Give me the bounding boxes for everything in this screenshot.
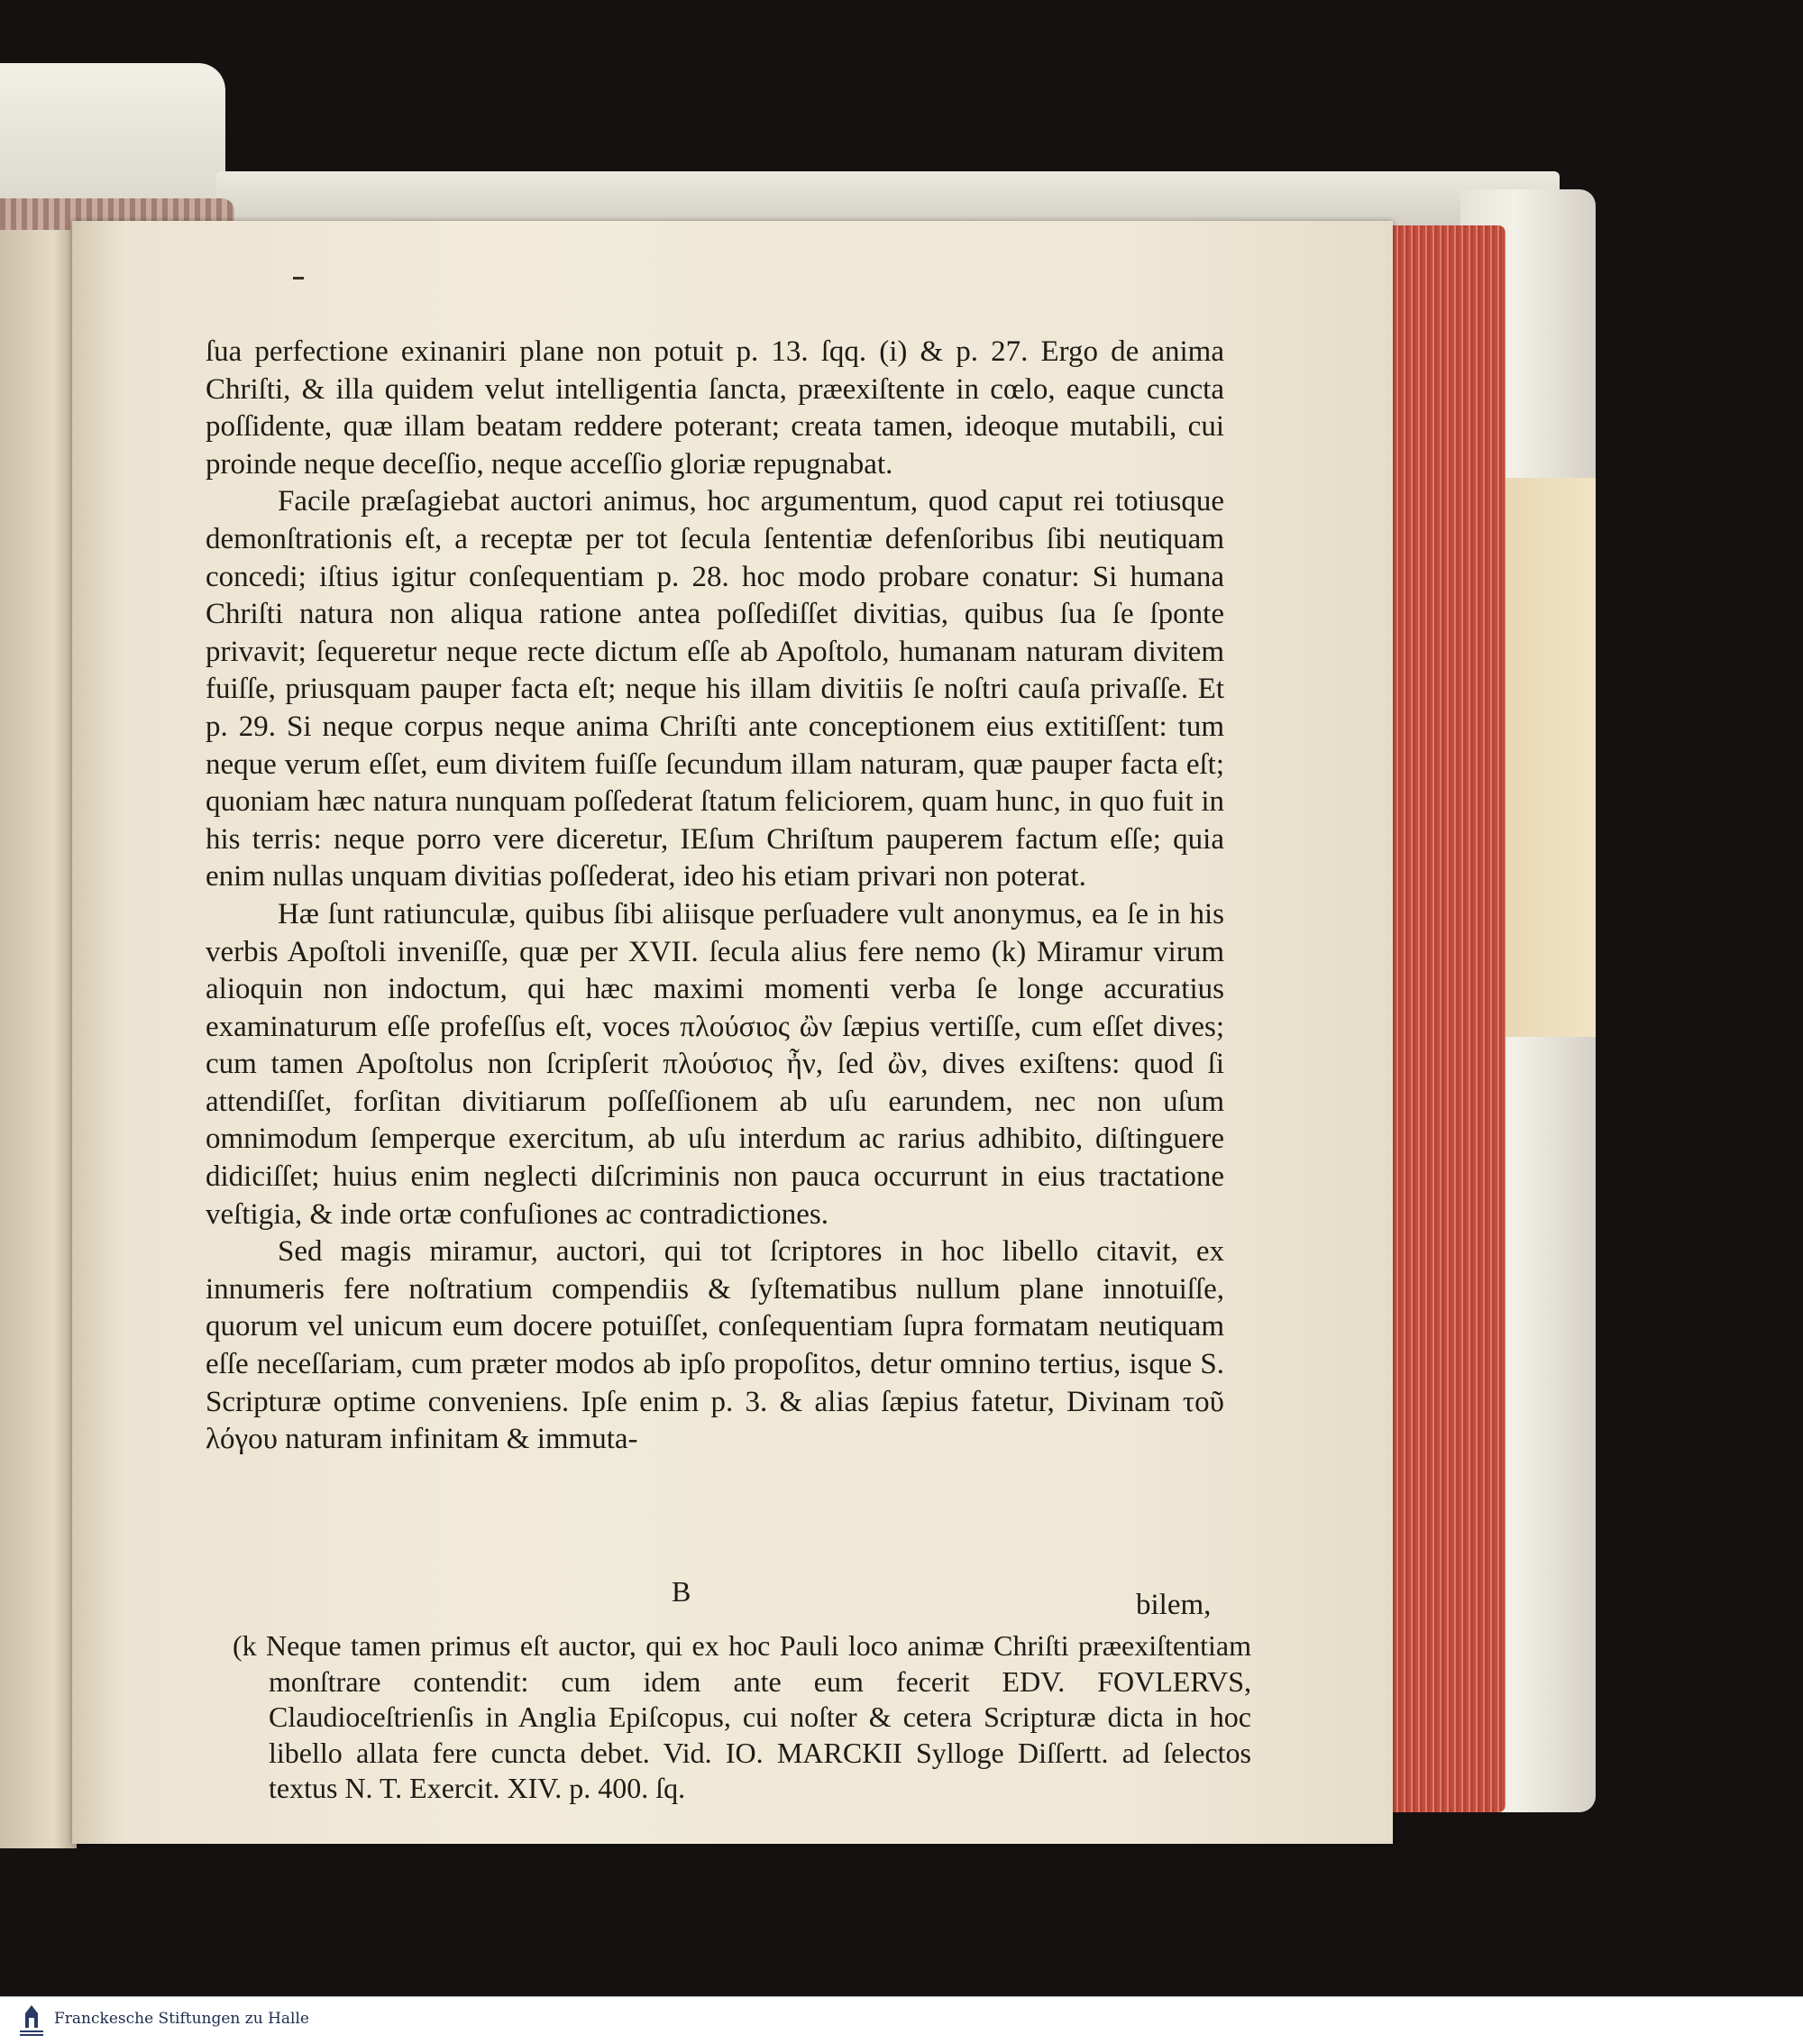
paragraph-4: Sed magis miramur, auctori, qui tot ſcriptores in hoc libello citavit, ex innumeris fere noſtratium compendiis & ſyſtematibus nullum plane innotuiſſe, quorum vel unicum eum docere potuiſſet, conſequentiam ſupra formatam neutiquam eſſe neceſſariam, cum præter modos ab ipſo propoſitos, detur omnino tertius, isque S. Scripturæ optime conveniens. Ipſe enim p. 3. & alias ſæpius fatetur, Divinam τοῦ λόγου naturam infinitam & immuta-: [206, 1235, 1224, 1456]
catchword: bilem,: [1136, 1589, 1212, 1621]
cover-paper-label: [1496, 478, 1596, 1037]
printer-mark: [293, 277, 304, 280]
signature-mark: B: [672, 1575, 691, 1608]
main-text: [206, 334, 1224, 1459]
footnote: (k Neque tamen primus eſt auctor, qui ex hoc Pauli loco animæ Chriſti præexiſtentiam monſtrare contendit: cum idem ante eum fecerit EDV. FOVLERVS, Claudioceſtrienſis in Anglia Epiſcopus, cui noſter & cetera Scripturæ dicta in hoc libello allata fere cuncta debet. Vid. IO. MARCKII Sylloge Diſſertt. ad ſelectos textus N. T. Exercit. XIV. p. 400. ſq.: [233, 1629, 1251, 1804]
red-page-edges: [1379, 225, 1506, 1812]
paragraph-1: ſua perfectione exinaniri plane non potuit p. 13. ſqq. (i) & p. 27. Ergo de anima Chriſti, & illa quidem velut intelligentia ſancta, præexiſtente in cœlo, eaque cuncta poſſidente, quæ illam beatam reddere poterant; creata tamen, ideoque mutabili, cui proinde neque deceſſio, neque acceſſio gloriæ repugnabat.: [206, 335, 1224, 481]
viewer-footer: [0, 1996, 1803, 2044]
paragraph-3: Hæ ſunt ratiunculæ, quibus ſibi aliisque perſuadere vult anonymus, ea ſe in his verbis Apoſtoli inveniſſe, quæ per XVII. ſecula alius fere nemo (k) Miramur virum alioquin non indoctum, qui hæc maximi momenti verba ſe longe accuratius examinaturum eſſe profeſſus eſt, voces πλούσιος ὢν ſæpius vertiſſe, cum eſſet dives; cum tamen Apoſtolus non ſcripſerit πλούσιος ἦν, ſed ὢν, dives exiſtens: quod ſi attendiſſet, forſitan divitiarum poſſeſſionem ab uſu earundem, nec non uſum omnimodum ſemperque exercitum, ab uſu interdum ac rarius adhibito, diſtinguere didiciſſet; huius enim neglecti diſcriminis non pauca occurrunt in eius tractatione veſtigia, & inde ortæ confuſiones ac contradictiones.: [206, 897, 1224, 1231]
paragraph-2: Facile præſagiebat auctori animus, hoc argumentum, quod caput rei totiusque demonſtrationis eſt, a receptæ per tot ſecula ſententiæ defenſoribus ſibi neutiquam concedi; iſtius igitur conſequentiam p. 28. hoc modo probare conatur: Si humana Chriſti natura non aliqua ratione antea poſſediſſet divitias, quibus ſua ſe ſponte privavit; ſequeretur neque recte dictum eſſe ab Apoſtolo, humanam naturam divitem fuiſſe, priusquam pauper facta eſt; neque his illam divitiis ſe noſtri cauſa privaſſe. Et p. 29. Si neque corpus neque anima Chriſti ante conceptionem eius extitiſſent: tum neque verum eſſet, eum divitem fuiſſe ſecundum illam naturam, quæ pauper facta eſt; quoniam hæc natura nunquam poſſederat ſtatum feliciorem, quam hunc, in quo fuit in his terris: neque porro vere diceretur, IEſum Chriſtum pauperem factum eſſe; quia enim nullas unquam divitias poſſederat, ideo his etiam privari non poterat.: [206, 485, 1224, 894]
institution-name[interactable]: Franckesche Stiftungen zu Halle: [54, 2010, 309, 2028]
facing-page-edge: [0, 230, 77, 1848]
franckesche-stiftungen-logo-icon[interactable]: [14, 2003, 49, 2039]
